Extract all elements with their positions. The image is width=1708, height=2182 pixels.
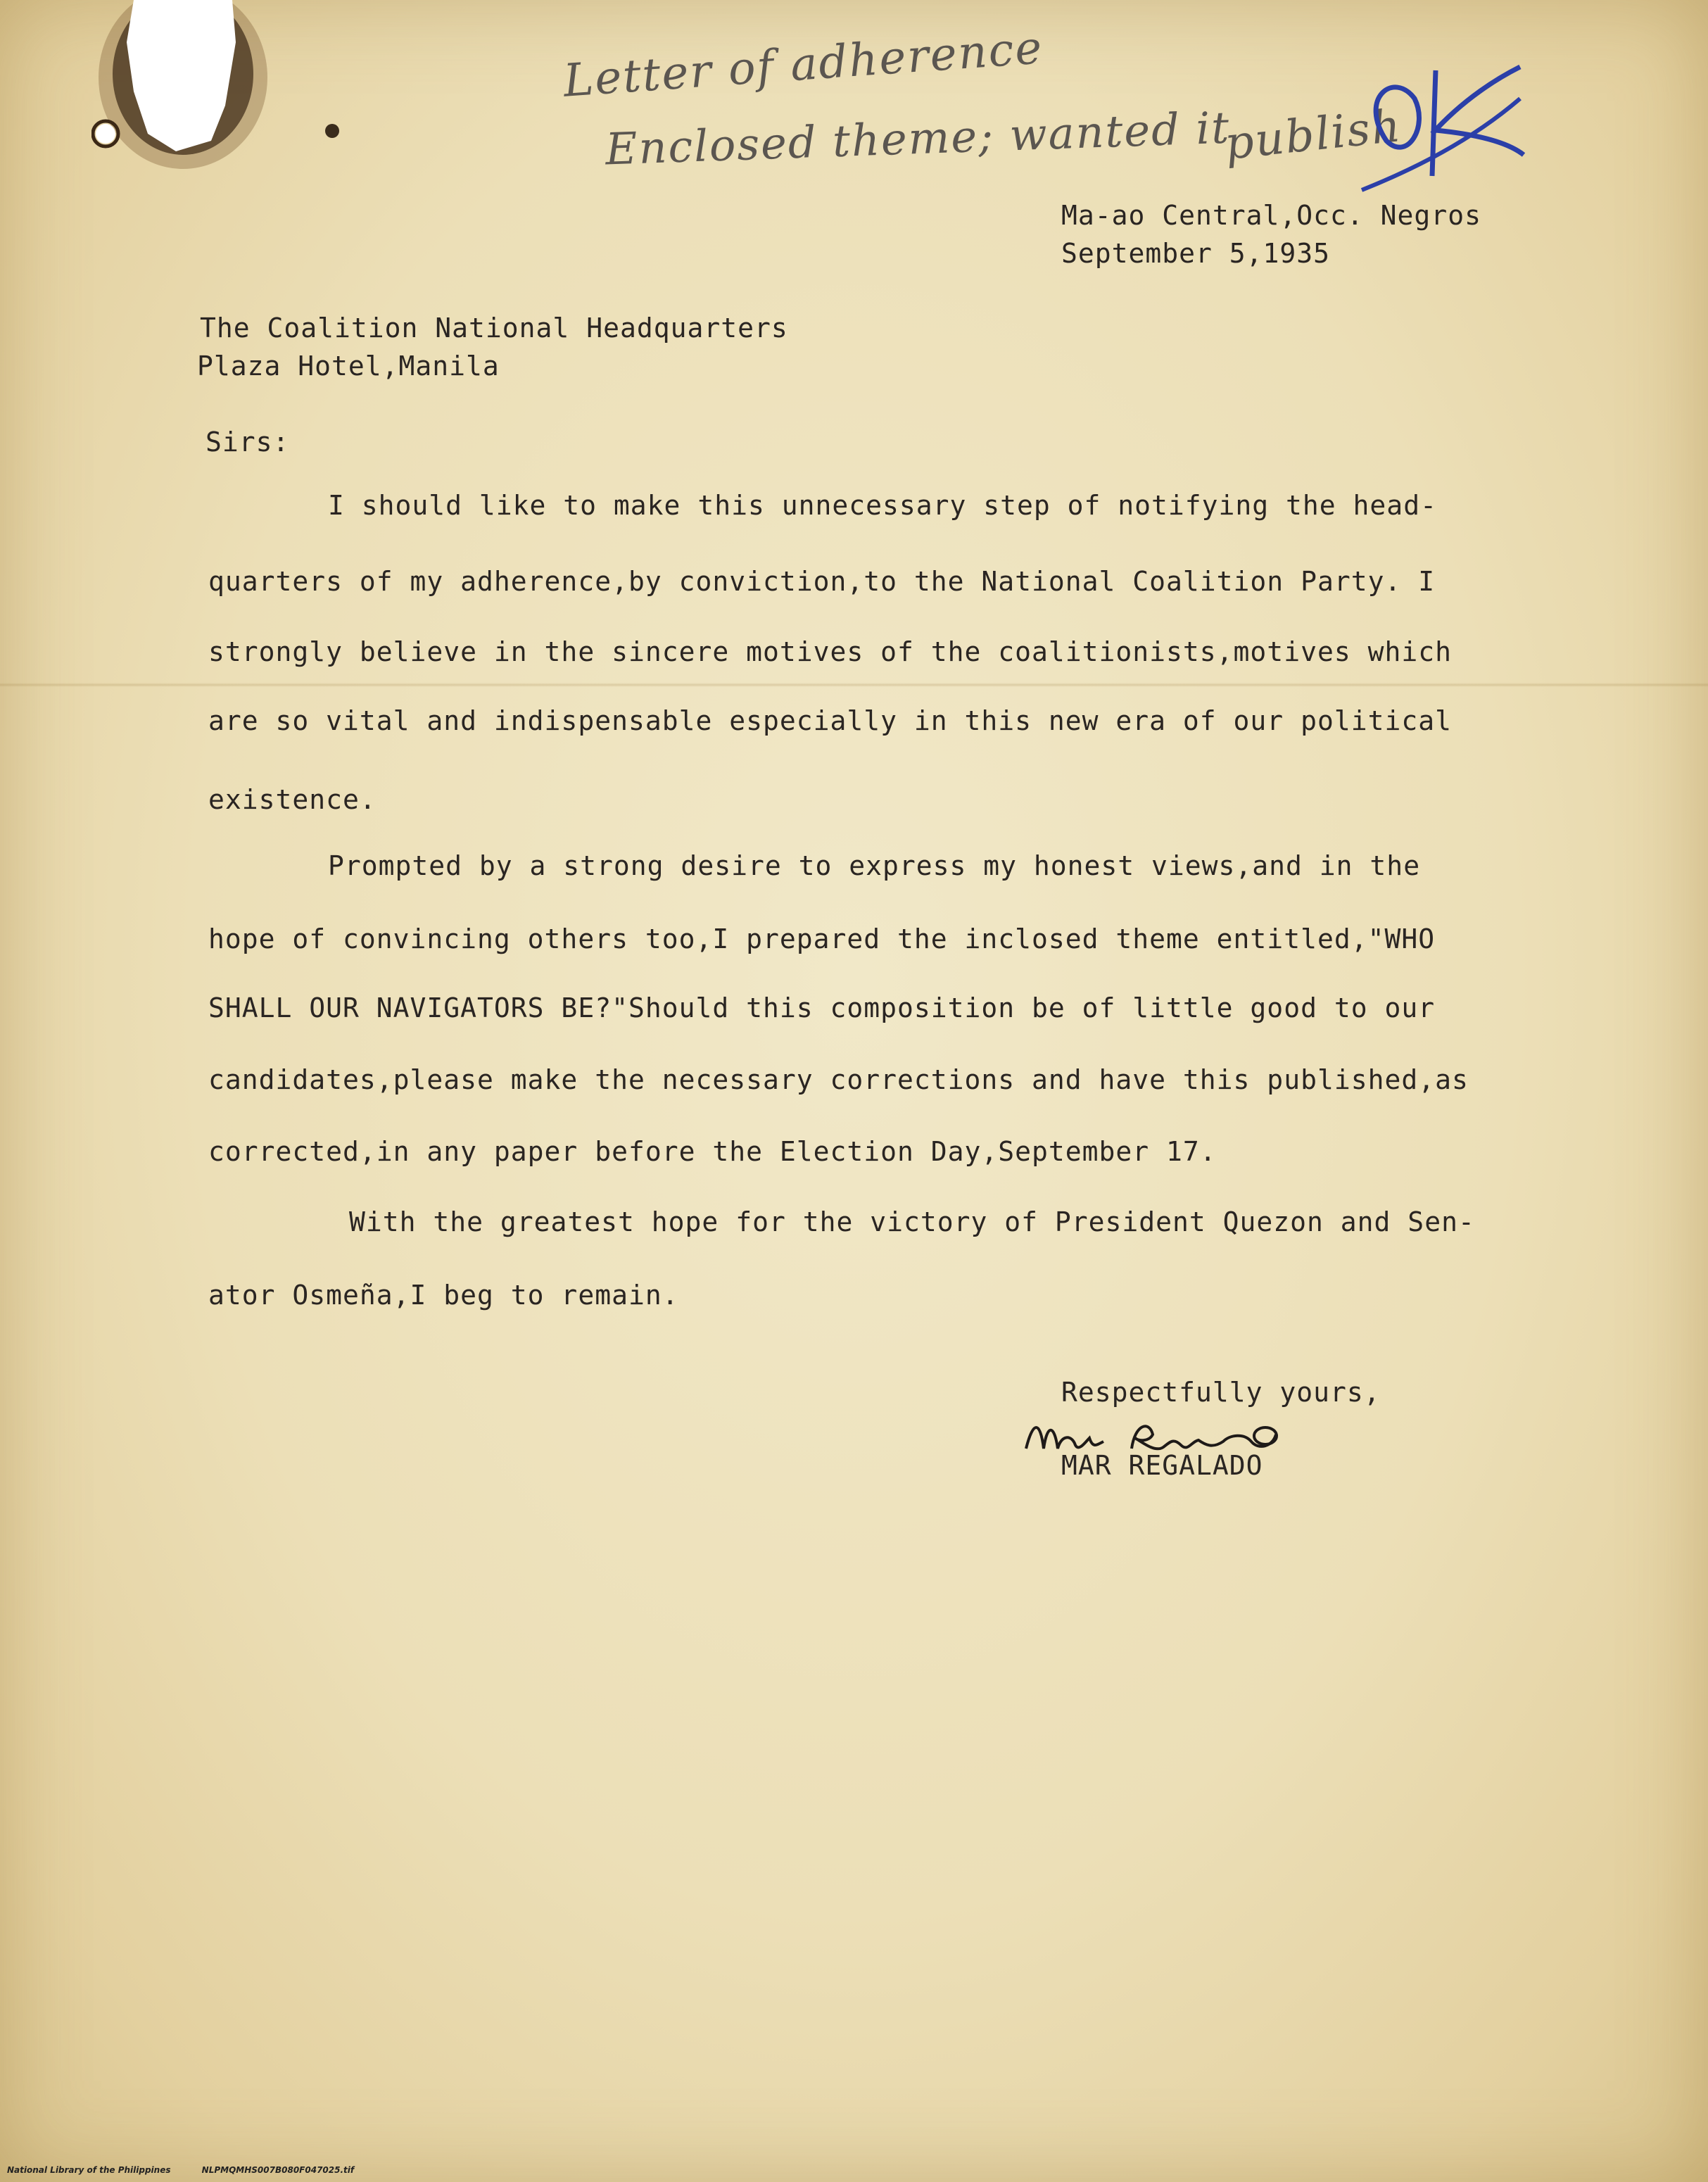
handwritten-note-line-2: Enclosed theme; wanted it: [604, 101, 1232, 175]
ink-spot: [325, 124, 339, 138]
recipient-line-2: Plaza Hotel,Manila: [197, 351, 500, 381]
body-line-8: SHALL OUR NAVIGATORS BE?"Should this composition be of little good to our: [208, 992, 1436, 1023]
body-line-3: strongly believe in the sincere motives of the coalitionists,motives which: [208, 636, 1452, 667]
body-line-5: existence.: [208, 784, 377, 815]
handwritten-note-line-3: publish: [1222, 100, 1405, 170]
body-line-6: Prompted by a strong desire to express my honest views,and in the: [328, 850, 1421, 881]
closing: Respectfully yours,: [1061, 1377, 1381, 1408]
handwritten-note-line-1: Letter of adherence: [562, 22, 1045, 108]
burn-hole-icon: [91, 0, 274, 183]
body-line-12: ator Osmeña,I beg to remain.: [208, 1280, 679, 1311]
salutation: Sirs:: [205, 427, 290, 458]
letter-date: September 5,1935: [1061, 238, 1331, 269]
body-line-4: are so vital and indispensable especially in this new era of our political: [208, 705, 1452, 736]
body-line-11: With the greatest hope for the victory of President Quezon and Sen-: [349, 1206, 1475, 1237]
blue-ok-mark: [1358, 56, 1527, 197]
body-line-7: hope of convincing others too,I prepared the inclosed theme entitled,"WHO: [208, 923, 1436, 954]
archive-source: National Library of the Philippines: [7, 2165, 171, 2175]
body-line-9: candidates,please make the necessary corrections and have this published,as: [208, 1064, 1469, 1095]
signer-name: MAR REGALADO: [1061, 1450, 1263, 1481]
body-line-10: corrected,in any paper before the Election Day,September 17.: [208, 1136, 1217, 1167]
body-line-1: I should like to make this unnecessary step of notifying the head-: [328, 490, 1437, 521]
recipient-line-1: The Coalition National Headquarters: [200, 313, 788, 343]
archive-file-id: NLPMQMHS007B080F047025.tif: [201, 2165, 355, 2175]
paper-fold-line: [0, 683, 1708, 687]
body-line-2: quarters of my adherence,by conviction,to the National Coalition Party. I: [208, 566, 1436, 597]
archive-footer: [7, 2165, 382, 2175]
sender-location: Ma-ao Central,Occ. Negros: [1061, 200, 1481, 231]
